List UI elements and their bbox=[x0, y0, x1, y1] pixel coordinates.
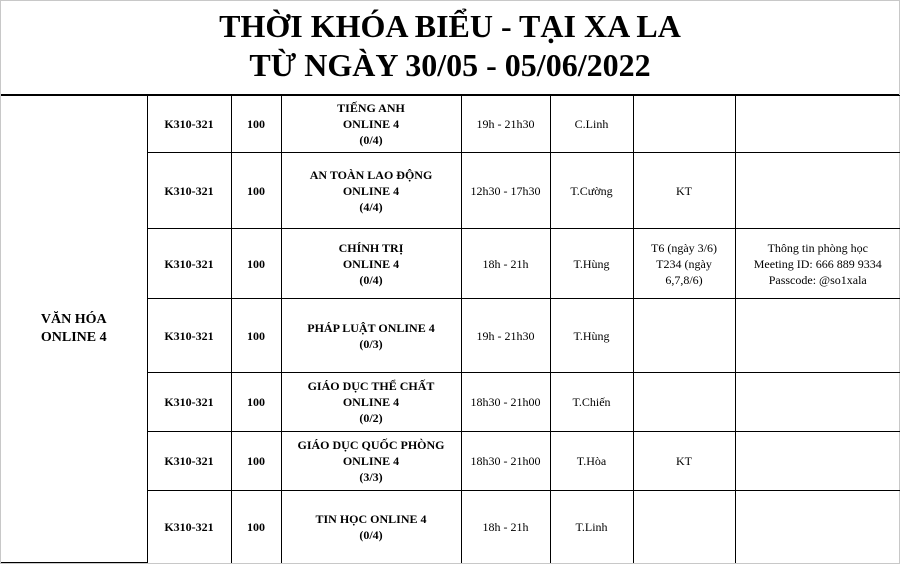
note-cell bbox=[633, 373, 735, 432]
time-cell: 18h30 - 21h00 bbox=[461, 373, 550, 432]
note-cell bbox=[633, 432, 735, 491]
subject-line-1: AN TOÀN LAO ĐỘNG bbox=[309, 167, 433, 182]
subject-cell bbox=[281, 432, 461, 491]
subject-line-2: ONLINE 4 bbox=[342, 256, 400, 271]
note-line-1: KT bbox=[676, 183, 692, 198]
subject-line-2: (0/3) bbox=[359, 336, 383, 351]
subject-cell bbox=[281, 299, 461, 373]
subject-cell bbox=[281, 96, 461, 153]
meeting-id-text: Meeting ID: 666 889 9334 bbox=[753, 256, 882, 271]
class-code-cell: K310-321 bbox=[147, 373, 231, 432]
info-cell bbox=[735, 96, 900, 153]
schedule-table bbox=[1, 95, 900, 563]
count-cell: 100 bbox=[231, 299, 281, 373]
subject-line-2: ONLINE 4 bbox=[342, 117, 400, 131]
note-cell bbox=[633, 153, 735, 229]
group-label-line-2: ONLINE 4 bbox=[40, 330, 107, 345]
class-code-cell: K310-321 bbox=[147, 299, 231, 373]
count-cell: 100 bbox=[231, 229, 281, 299]
subject-line-1: CHÍNH TRỊ bbox=[338, 240, 404, 255]
teacher-cell: T.Hùng bbox=[550, 229, 633, 299]
class-code-cell: K310-321 bbox=[147, 491, 231, 563]
subject-line-2: ONLINE 4 bbox=[342, 454, 400, 468]
subject-line-1: GIÁO DỤC QUỐC PHÒNG bbox=[297, 438, 445, 452]
time-cell: 12h30 - 17h30 bbox=[461, 153, 550, 229]
subject-line-3: (4/4) bbox=[359, 199, 383, 214]
subject-line-2: (0/4) bbox=[359, 527, 383, 542]
count-cell: 100 bbox=[231, 153, 281, 229]
note-cell bbox=[633, 299, 735, 373]
subject-line-1: TIẾNG ANH bbox=[337, 101, 405, 115]
subject-cell bbox=[281, 229, 461, 299]
teacher-cell: T.Cường bbox=[550, 153, 633, 229]
count-cell: 100 bbox=[231, 432, 281, 491]
class-code-cell: K310-321 bbox=[147, 229, 231, 299]
subject-line-3: (3/3) bbox=[359, 470, 383, 484]
group-label-line-1: VĂN HÓA bbox=[40, 312, 107, 327]
note-cell bbox=[633, 491, 735, 563]
teacher-cell: T.Chiến bbox=[550, 373, 633, 432]
info-cell bbox=[735, 491, 900, 563]
subject-cell bbox=[281, 153, 461, 229]
note-line-1: KT bbox=[676, 454, 692, 468]
subject-cell bbox=[281, 373, 461, 432]
subject-cell bbox=[281, 491, 461, 563]
time-cell: 18h - 21h bbox=[461, 229, 550, 299]
count-cell: 100 bbox=[231, 373, 281, 432]
room-info-heading: Thông tin phòng học bbox=[767, 240, 868, 255]
count-cell: 100 bbox=[231, 96, 281, 153]
schedule-header bbox=[1, 1, 899, 95]
info-cell bbox=[735, 299, 900, 373]
note-line-3: 6,7,8/6) bbox=[665, 272, 703, 287]
note-cell bbox=[633, 229, 735, 299]
passcode-text: Passcode: @so1xala bbox=[768, 272, 867, 287]
table-row bbox=[1, 96, 900, 153]
time-cell: 18h30 - 21h00 bbox=[461, 432, 550, 491]
teacher-cell: T.Linh bbox=[550, 491, 633, 563]
info-cell bbox=[735, 373, 900, 432]
time-cell: 19h - 21h30 bbox=[461, 96, 550, 153]
room-info-cell bbox=[735, 229, 900, 299]
class-code-cell: K310-321 bbox=[147, 96, 231, 153]
teacher-cell: T.Hùng bbox=[550, 299, 633, 373]
teacher-cell: T.Hòa bbox=[550, 432, 633, 491]
teacher-cell: C.Linh bbox=[550, 96, 633, 153]
subject-line-3: (0/4) bbox=[359, 133, 383, 147]
note-line-1: T6 (ngày 3/6) bbox=[651, 240, 717, 255]
subject-line-2: ONLINE 4 bbox=[342, 395, 400, 409]
class-code-cell: K310-321 bbox=[147, 432, 231, 491]
subject-line-3: (0/2) bbox=[359, 411, 383, 425]
info-cell bbox=[735, 153, 900, 229]
subject-line-1: GIÁO DỤC THỂ CHẤT bbox=[307, 379, 435, 393]
subject-line-3: (0/4) bbox=[359, 272, 383, 287]
class-code-cell: K310-321 bbox=[147, 153, 231, 229]
subject-line-1: TIN HỌC ONLINE 4 bbox=[315, 511, 427, 526]
count-cell: 100 bbox=[231, 491, 281, 563]
note-cell bbox=[633, 96, 735, 153]
note-line-2: T234 (ngày bbox=[656, 256, 712, 271]
time-cell: 18h - 21h bbox=[461, 491, 550, 563]
title-line-1: THỜI KHÓA BIỂU - TẠI XA LA bbox=[219, 8, 681, 44]
subject-line-2: ONLINE 4 bbox=[342, 183, 400, 198]
group-label-cell bbox=[1, 96, 147, 563]
title-line-2: TỪ NGÀY 30/05 - 05/06/2022 bbox=[249, 47, 651, 83]
info-cell bbox=[735, 432, 900, 491]
subject-line-1: PHÁP LUẬT ONLINE 4 bbox=[307, 320, 435, 335]
time-cell: 19h - 21h30 bbox=[461, 299, 550, 373]
